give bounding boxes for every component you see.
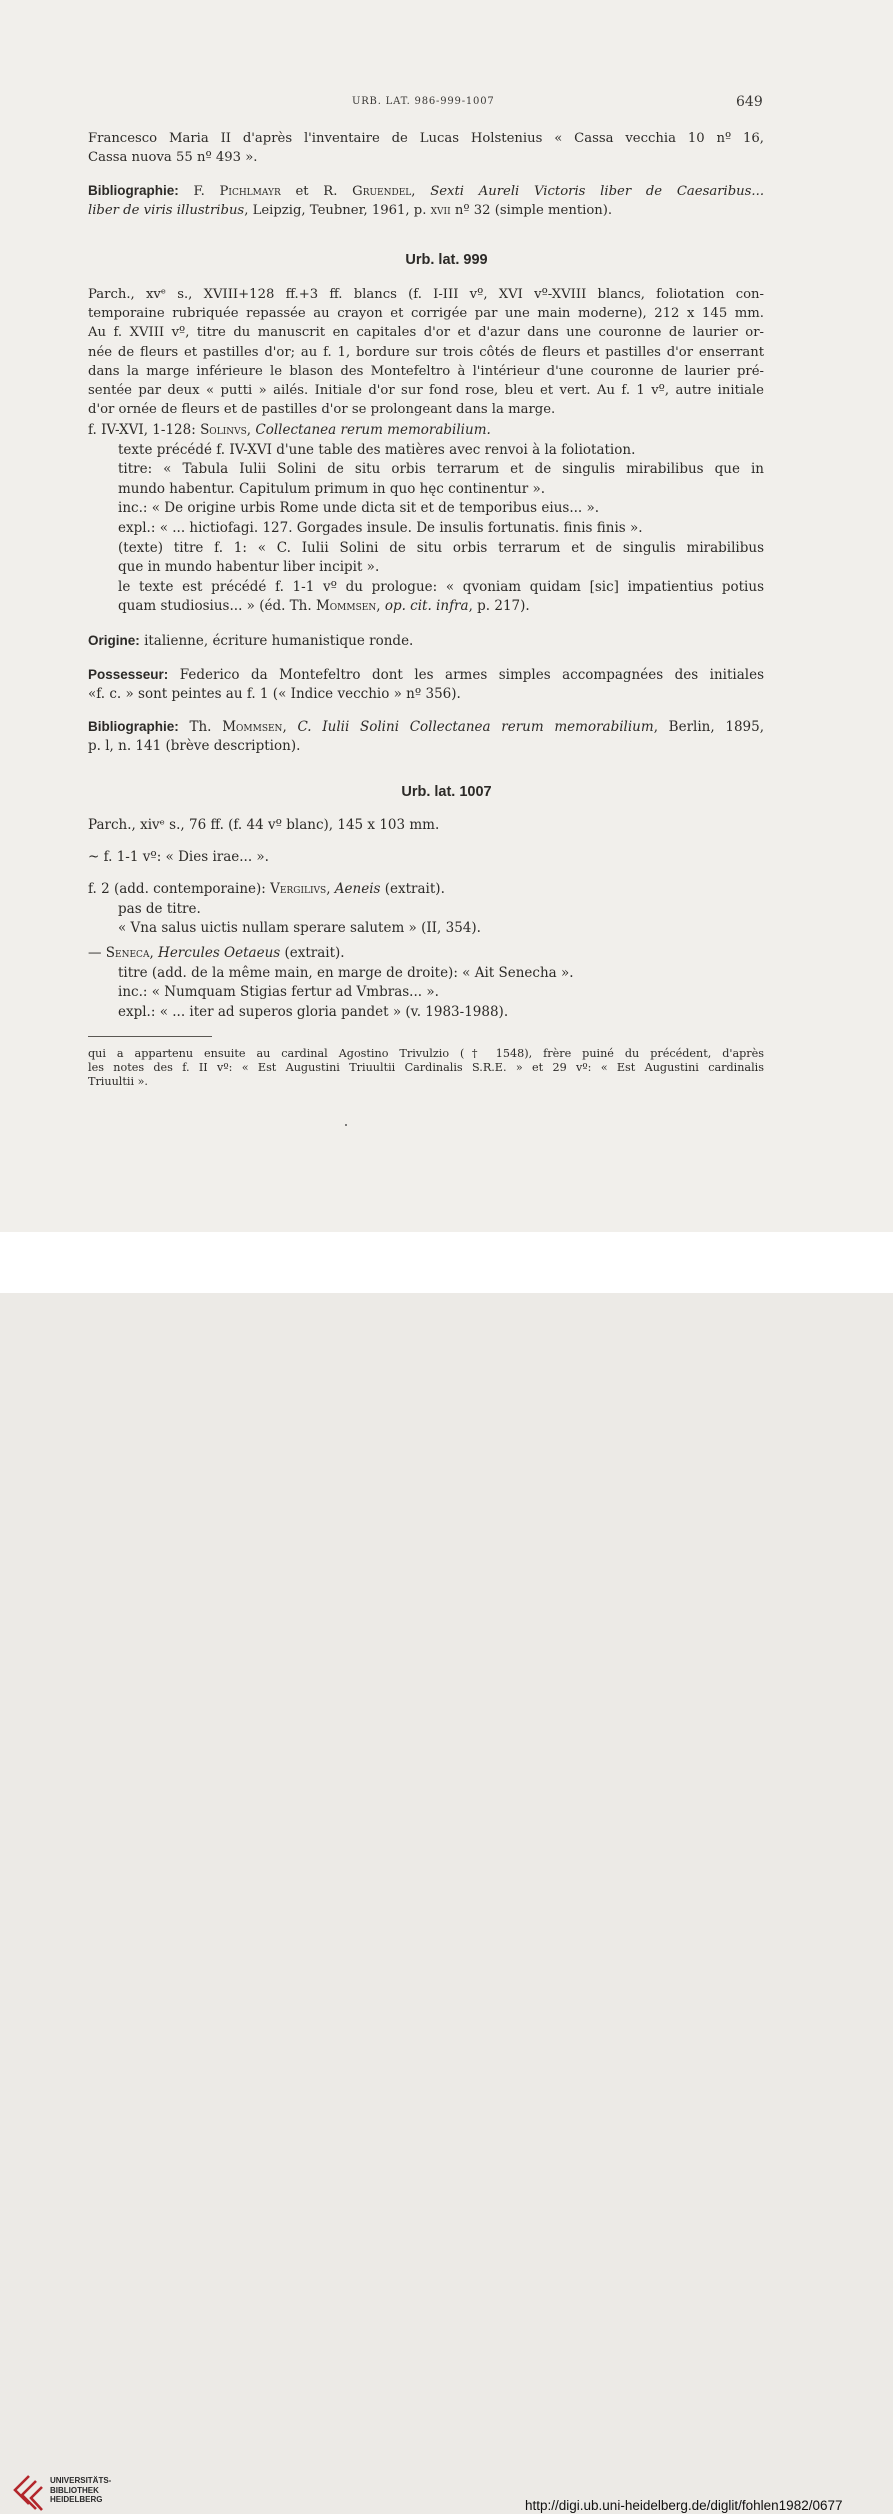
desc-line: d'or ornée de fleurs et de pastilles d'or se prolongeant dans la marge. xyxy=(88,402,556,418)
contents-item xyxy=(88,848,764,867)
footnote-rule xyxy=(88,1036,212,1037)
text: , xyxy=(411,184,416,199)
work-title: C. Iulii Solini Collectanea rerum memorabilium xyxy=(297,719,654,735)
text: , Berlin, 1895, xyxy=(653,719,765,735)
text: xvii xyxy=(430,203,451,219)
library-name-line: UNIVERSITÄTS- xyxy=(50,2476,112,2485)
text: , xyxy=(149,945,154,961)
contents-line: expl.: « ... hictiofagi. 127. Gorgades insule. De insulis fortunatis. finis finis ». xyxy=(118,519,643,536)
work-title: liber de viris illustribus xyxy=(88,203,245,219)
work-title: Sexti Aureli Victoris liber de Caesaribus... xyxy=(430,184,765,199)
contents-line: le texte est précédé f. 1-1 vº du prologue: « qvoniam quidam [sic] impatientius potius xyxy=(118,578,764,595)
contents-line: ~ f. 1-1 vº: « Dies irae... ». xyxy=(88,849,269,865)
intro-paragraph xyxy=(88,129,764,167)
author-name: Solinvs xyxy=(200,422,247,438)
scanned-page xyxy=(0,0,893,1232)
contents-line: expl.: « ... iter ad superos gloria pandet » (v. 1983-1988). xyxy=(118,1003,509,1020)
contents-line xyxy=(88,597,764,617)
bibliography-line xyxy=(88,201,764,220)
contents-line: titre: « Tabula Iulii Solini de situ orbis terrarum et de singulis mirabilibus que in xyxy=(118,461,764,478)
text: — xyxy=(88,945,102,961)
contents-line: inc.: « Numquam Stigias fertur ad Vmbras... ». xyxy=(118,984,439,1001)
intro-line: Cassa nuova 55 nº 493 ». xyxy=(88,150,258,166)
origine-block xyxy=(88,631,764,651)
work-title: Collectanea rerum memorabilium. xyxy=(255,422,491,438)
contents-item xyxy=(88,944,764,1022)
library-name-line: BIBLIOTHEK xyxy=(50,2485,99,2495)
contents-line: inc.: « De origine urbis Rome unde dicta sit et de temporibus eius... ». xyxy=(118,500,600,517)
footnote xyxy=(88,1047,764,1089)
bibliography-block xyxy=(88,717,764,756)
section-title: Urb. lat. 1007 xyxy=(401,784,492,800)
footnote-line: les notes des f. II vº: « Est Augustini Triuultii Cardinalis S.R.E. » et 29 vº: « Est Augustini cardinalis xyxy=(88,1061,764,1074)
university-library-logo-icon xyxy=(9,2472,45,2514)
bibliography-label: Bibliographie: xyxy=(88,719,179,734)
text: F. xyxy=(193,184,205,199)
page-number: 649 xyxy=(736,94,763,110)
contents-line: (texte) titre f. 1: « C. Iulii Solini de situ orbis terrarum et de singulis mirabilibus xyxy=(118,539,764,556)
possesseur-label: Possesseur: xyxy=(88,667,169,682)
possesseur-block xyxy=(88,665,764,704)
text: italienne, écriture humanistique ronde. xyxy=(144,633,414,649)
text: et R. xyxy=(295,184,338,199)
desc-line: temporaine rubriquée repassée au crayon et corrigée par une main moderne), 212 x 145 mm. xyxy=(88,306,764,322)
work-title: Hercules Oetaeus xyxy=(158,945,281,961)
author-name: Vergilivs xyxy=(270,881,327,897)
text: (extrait). xyxy=(284,945,345,961)
contents-line: titre (add. de la même main, en marge de droite): « Ait Senecha ». xyxy=(118,964,574,981)
text: , Leipzig, Teubner, 1961, p. xyxy=(244,203,427,219)
contents-line xyxy=(88,421,764,441)
bibliography-line xyxy=(88,181,764,201)
ink-speck xyxy=(345,1124,347,1126)
text: op. cit. infra xyxy=(384,598,469,615)
running-title: URB. LAT. 986-999-1007 xyxy=(352,96,495,107)
contents-line: pas de titre. xyxy=(118,900,201,917)
permalink-url[interactable]: http://digi.ub.uni-heidelberg.de/diglit/fohlen1982/0677 xyxy=(525,2498,843,2513)
author-name: Pichlmayr xyxy=(219,184,281,199)
desc-line: dans la marge inférieure le blason des Montefeltro à l'intérieur d'une couronne de laurier pré- xyxy=(88,363,764,379)
text: , xyxy=(326,881,331,897)
footnote-line: qui a appartenu ensuite au cardinal Agostino Trivulzio († 1548), frère puiné du précédent, d'après xyxy=(88,1047,764,1060)
text: , xyxy=(376,598,381,615)
contents-line: texte précédé f. IV-XVI d'une table des matières avec renvoi à la foliotation. xyxy=(118,441,636,458)
text: Th. xyxy=(189,719,212,735)
author-name: Mommsen xyxy=(222,719,283,735)
footnote-line: Triuultii ». xyxy=(88,1075,148,1088)
desc-line: sentée par deux « putti » ailés. Initiale d'or sur fond rose, bleu et vert. Au f. 1 vº, autre initiale xyxy=(88,383,764,399)
manuscript-description xyxy=(88,285,764,419)
text: , xyxy=(246,422,252,438)
bibliography-label: Bibliographie: xyxy=(88,183,179,198)
section-title: Urb. lat. 999 xyxy=(405,252,488,268)
text: (extrait). xyxy=(384,881,445,897)
author-name: Seneca xyxy=(105,945,150,961)
contents-block xyxy=(88,421,764,617)
text: nº 32 (simple mention). xyxy=(454,203,613,219)
text: , xyxy=(282,719,287,735)
text: , p. 217). xyxy=(468,598,530,615)
contents-line: que in mundo habentur liber incipit ». xyxy=(118,559,380,576)
author-name: Mommsen xyxy=(315,598,377,615)
bibliography-block xyxy=(88,181,764,220)
desc-line: née de fleurs et pastilles d'or; au f. 1, bordure sur trois côtés de fleurs et pastilles d'or enserrant xyxy=(88,344,764,360)
text: Federico da Montefeltro dont les armes simples accompagnées des initiales xyxy=(179,667,765,683)
desc-line: Au f. XVIII vº, titre du manuscrit en capitales d'or et d'azur dans une couronne de laurier or- xyxy=(88,325,764,341)
work-title: Aeneis xyxy=(334,881,381,897)
manuscript-description xyxy=(88,816,764,835)
origine-label: Origine: xyxy=(88,633,140,648)
contents-line: mundo habentur. Capitulum primum in quo hęc continentur ». xyxy=(118,480,546,497)
viewer-footer xyxy=(0,1232,893,2513)
library-name xyxy=(50,2476,111,2505)
text: f. 2 (add. contemporaine): xyxy=(88,881,266,897)
intro-line: Francesco Maria II d'après l'inventaire de Lucas Holstenius « Cassa vecchia 10 nº 16, xyxy=(88,131,764,146)
text: p. l, n. 141 (brève description). xyxy=(88,738,301,755)
library-name-line: HEIDELBERG xyxy=(50,2495,103,2504)
contents-item xyxy=(88,880,764,939)
desc-line: Parch., xivᵉ s., 76 ff. (f. 44 vº blanc), 145 x 103 mm. xyxy=(88,817,440,833)
text: quam studiosius... » (éd. Th. xyxy=(118,598,312,615)
desc-line: Parch., xvᵉ s., XVIII+128 ff.+3 ff. blancs (f. I-III vº, XVI vº-XVIII blancs, foliotation con- xyxy=(88,287,764,302)
text: «f. c. » sont peintes au f. 1 (« Indice vecchio » nº 356). xyxy=(88,686,461,703)
contents-line: « Vna salus uictis nullam sperare salutem » (II, 354). xyxy=(118,920,481,937)
text: f. IV-XVI, 1-128: xyxy=(88,422,196,438)
author-name: Gruendel xyxy=(352,184,412,199)
